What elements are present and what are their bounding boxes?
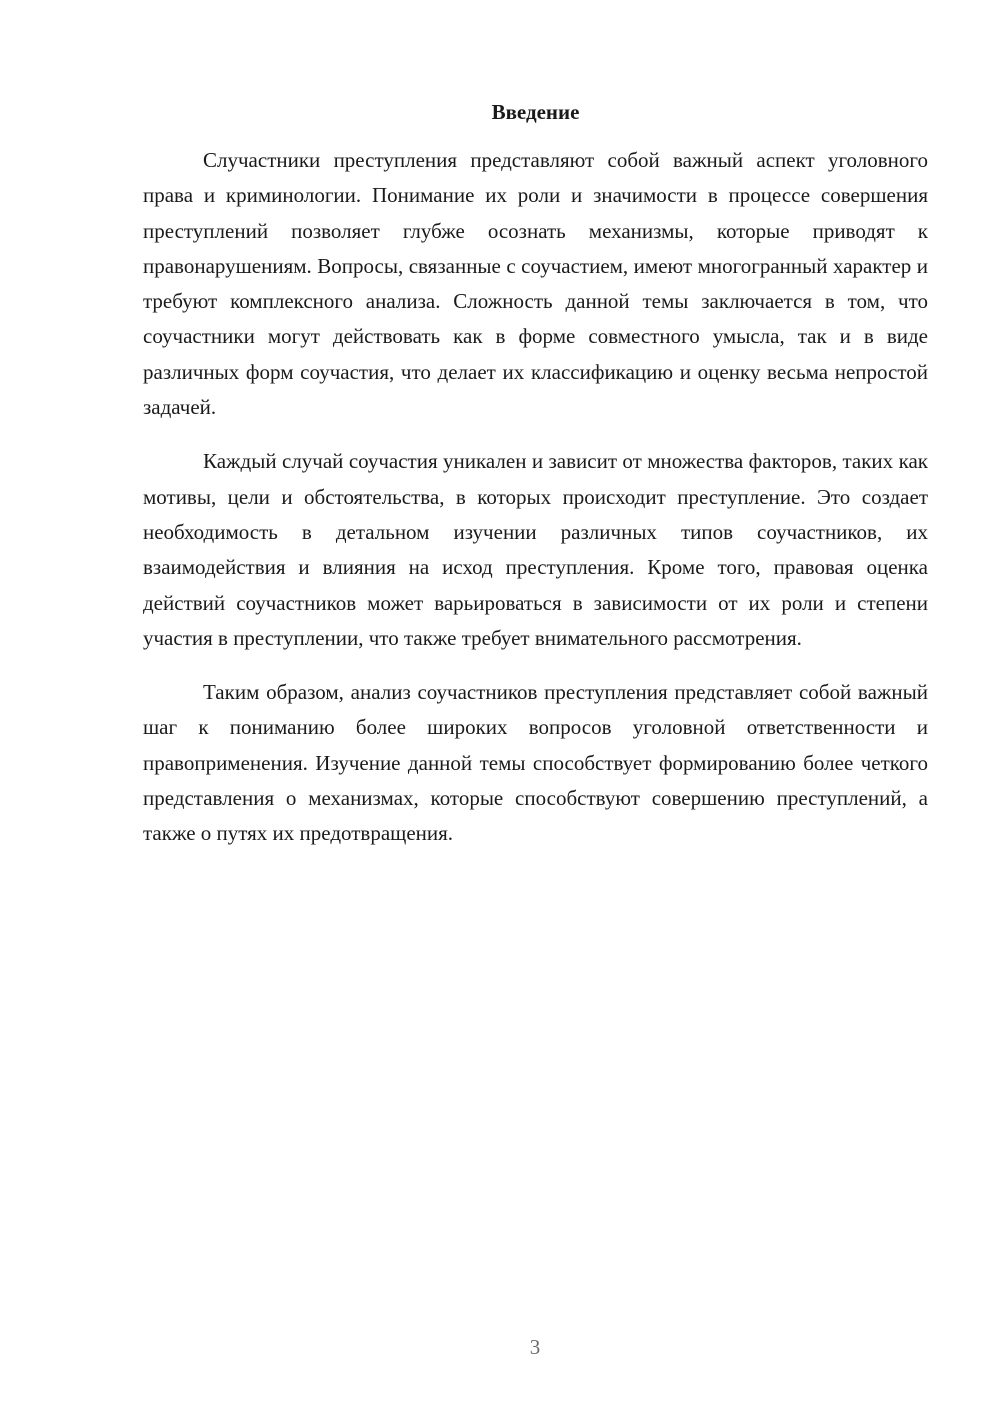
paragraph-2: Каждый случай соучастия уникален и зависит от множества факторов, таких как мотивы, цели и обстоятельства, в которых происходит преступление. Это создает необходимость в детальном изучении различных типов соучастников, их взаимодействия и влияния на исход преступления. Кроме того, правовая оценка действий соучастников может варьироваться в зависимости от их роли и степени участия в преступлении, что также требует внимательного рассмотрения.: [143, 449, 928, 650]
paragraph-1: Случастники преступления представляют собой важный аспект уголовного права и криминологии. Понимание их роли и значимости в процессе совершения преступлений позволяет глубже осознать механизмы, которые приводят к правонарушениям. Вопросы, связанные с соучастием, имеют многогранный характер и требуют комплексного анализа. Сложность данной темы заключается в том, что соучастники могут действовать как в форме совместного умысла, так и в виде различных форм соучастия, что делает их классификацию и оценку весьма непростой задачей.: [143, 148, 928, 420]
body-text: [143, 143, 928, 871]
paragraph-3: Таким образом, анализ соучастников преступления представляет собой важный шаг к пониманию более широких вопросов уголовной ответственности и правоприменения. Изучение данной темы способствует формированию более четкого представления о механизмах, которые способствуют совершению преступлений, а также о путях их предотвращения.: [143, 680, 928, 846]
section-heading: Введение: [491, 100, 580, 124]
page-number: 3: [529, 1335, 541, 1359]
